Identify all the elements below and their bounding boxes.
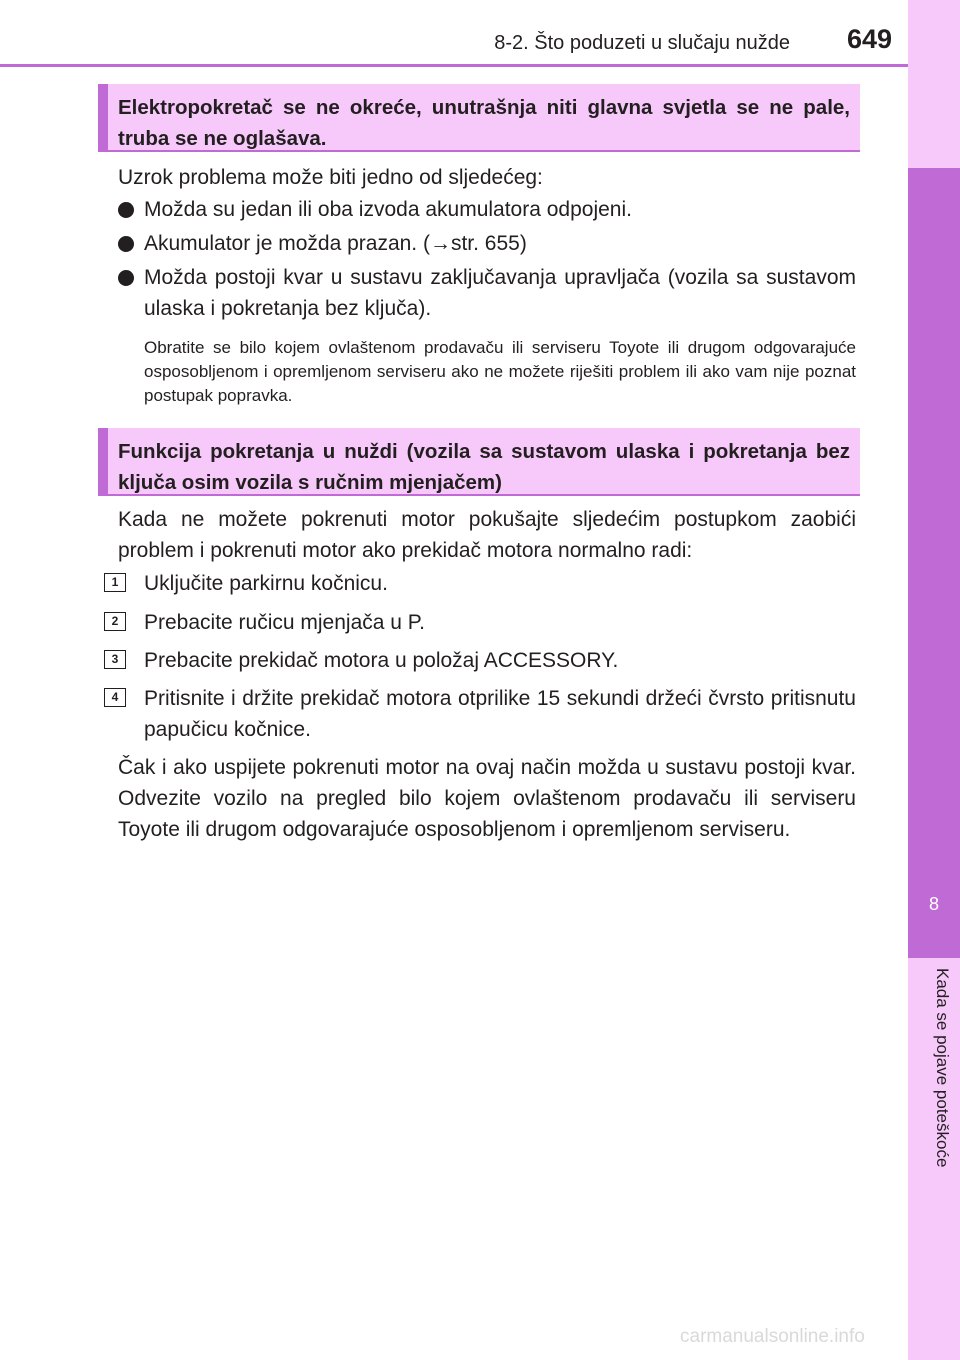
list-item-text: Možda postoji kvar u sustavu zaključavanja upravljača (vozila sa sustavom ulaska i pokretanja bez ključa).: [144, 266, 856, 320]
bullet-icon: [118, 270, 134, 286]
section-heading-starter: Elektropokretač se ne okreće, unutrašnja niti glavna svjetla se ne pale, truba se ne oglašava.: [98, 84, 860, 152]
step-text: Uključite parkirnu kočnicu.: [144, 572, 388, 595]
chapter-number: 8: [928, 894, 939, 914]
step-item: [104, 607, 856, 638]
list-item-text: Možda su jedan ili oba izvoda akumulatora odpojeni.: [144, 198, 632, 221]
chapter-title: Kada se pojave poteškoće: [933, 968, 952, 1168]
cause-intro: Uzrok problema može biti jedno od sljedećeg:: [118, 166, 543, 189]
step-number-badge: 2: [104, 612, 126, 631]
step-number-badge: 1: [104, 573, 126, 592]
section-heading-emergency-start: Funkcija pokretanja u nuždi (vozila sa sustavom ulaska i pokretanja bez ključa osim vozila s ručnim mjenjačem): [98, 428, 860, 496]
watermark: carmanualsonline.info: [680, 1326, 865, 1347]
step-text: Prebacite ručicu mjenjača u P.: [144, 611, 425, 634]
service-note: Obratite se bilo kojem ovlaštenom prodavaču ili serviseru Toyote ili drugom odgovarajuće osposobljenom i opremljenom serviseru ako ne možete riješiti problem ili ako vam nije poznat postupak popravka.: [144, 338, 856, 405]
step-text: Pritisnite i držite prekidač motora otprilike 15 sekundi držeći čvrsto pritisnutu papučicu kočnice.: [144, 687, 856, 741]
list-item-text: Akumulator je možda prazan. (→str. 655): [144, 232, 527, 255]
bullet-icon: [118, 236, 134, 252]
closing-paragraph: Čak i ako uspijete pokrenuti motor na ovaj način možda u sustavu postoji kvar. Odvezite vozilo na pregled bilo kojem ovlaštenom prodavaču ili serviseru Toyote ili drugom odgovarajuće osposobljenom i opremljenom serviseru.: [118, 756, 856, 841]
header-rule: [0, 64, 908, 67]
step-text: Prebacite prekidač motora u položaj ACCESSORY.: [144, 649, 619, 672]
list-item: [118, 228, 856, 259]
step-number-badge: 3: [104, 650, 126, 669]
step-item: [104, 683, 856, 745]
bullet-icon: [118, 202, 134, 218]
step-item: [104, 645, 856, 676]
step-number-badge: 4: [104, 688, 126, 707]
page-number: 649: [846, 24, 892, 54]
list-item: [118, 262, 856, 324]
chapter-tab-marker: [908, 168, 960, 958]
step-item: [104, 568, 856, 599]
list-item: [118, 194, 856, 225]
section-title: 8-2. Što poduzeti u slučaju nužde: [494, 32, 790, 54]
procedure-intro: Kada ne možete pokrenuti motor pokušajte sljedećim postupkom zaobići problem i pokrenuti motor ako prekidač motora normalno radi:: [118, 508, 856, 562]
